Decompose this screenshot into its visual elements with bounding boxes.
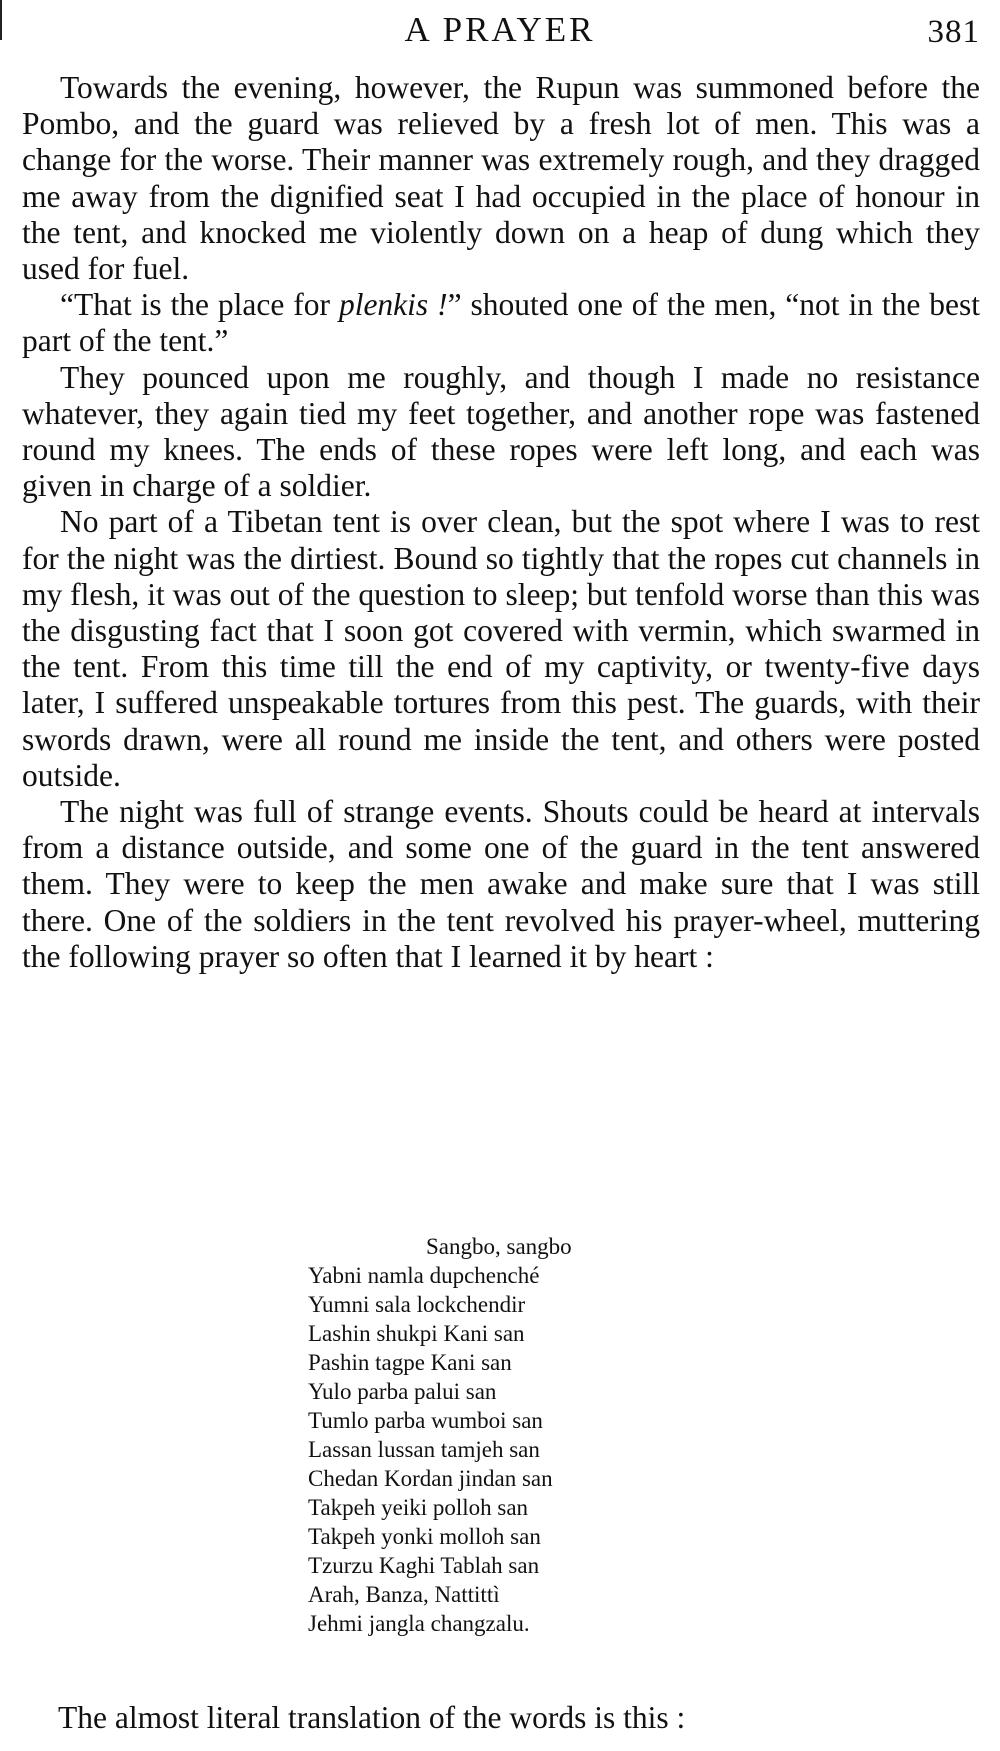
prayer-line: Takpeh yonki molloh san: [308, 1524, 541, 1549]
paragraph-text: No part of a Tibetan tent is over clean, but the spot where I was to rest for the night was the dirtiest. Bound so tightly that the ropes cut channels in my flesh, it was out of the question to sleep; but tenfold worse than this was the disgusting fact that I soon got covered with vermin, which swarmed in the tent. From this time till the end of my captivity, or twenty-five days later, I suffered unspeakable tortures from this pest. The guards, with their swords drawn, were all round me inside the tent, and others were posted outside.: [22, 504, 980, 793]
prayer-line: Yabni namla dupchenché: [308, 1263, 540, 1288]
running-header: [0, 10, 1000, 54]
prayer-line: Tzurzu Kaghi Tablah san: [308, 1553, 540, 1578]
prayer-line: Tumlo parba wumboi san: [308, 1408, 543, 1433]
page-number: 381: [927, 14, 980, 50]
prayer-line: Lashin shukpi Kani san: [308, 1321, 525, 1346]
prayer-line: Yumni sala lockchendir: [308, 1292, 526, 1317]
prayer-line: Arah, Banza, Nattittì: [308, 1582, 500, 1607]
paragraph-text: The night was full of strange events. Shouts could be heard at intervals from a distance outside, and some one of the guard in the tent answered them. They were to keep the men awake and make sure that I was still there. One of the soldiers in the tent revolved his prayer-wheel, muttering the following prayer so often that I learned it by heart :: [22, 794, 980, 974]
paragraph-text: “That is the place for: [60, 287, 339, 323]
italic-word: plenkis !: [338, 287, 448, 323]
prayer-line: Takpeh yeiki polloh san: [308, 1495, 529, 1520]
paragraph: [22, 360, 980, 505]
body-text: [22, 70, 980, 975]
paragraph: [22, 794, 980, 975]
translation-intro: The almost literal translation of the words is this :: [58, 1700, 686, 1735]
prayer-line: Pashin tagpe Kani san: [308, 1350, 512, 1375]
prayer-line: Yulo parba palui san: [308, 1379, 497, 1404]
prayer-line: Sangbo, sangbo: [426, 1234, 572, 1259]
page-title: A PRAYER: [404, 10, 596, 49]
prayer-verse: [308, 1232, 728, 1638]
prayer-line: Chedan Kordan jindan san: [308, 1466, 553, 1491]
paragraph: [22, 504, 980, 794]
paragraph-text: Towards the evening, however, the Rupun was summoned before the Pombo, and the guard was relieved by a fresh lot of men. This was a change for the worse. Their manner was extremely rough, and they dragged me away from the dignified seat I had occupied in the place of honour in the tent, and knocked me violently down on a heap of dung which they used for fuel.: [22, 70, 980, 287]
prayer-line: Lassan lussan tamjeh san: [308, 1437, 540, 1462]
paragraph-text: ” shouted one of the men, “not in the best part of the tent.”: [22, 287, 980, 359]
prayer-line: Jehmi jangla changzalu.: [308, 1611, 530, 1636]
paragraph-text: They pounced upon me roughly, and though I made no resistance whatever, they again tied my feet together, and another rope was fastened round my knees. The ends of these ropes were left long, and each was given in charge of a soldier.: [22, 359, 980, 504]
paragraph: [22, 287, 980, 359]
paragraph: [22, 70, 980, 287]
